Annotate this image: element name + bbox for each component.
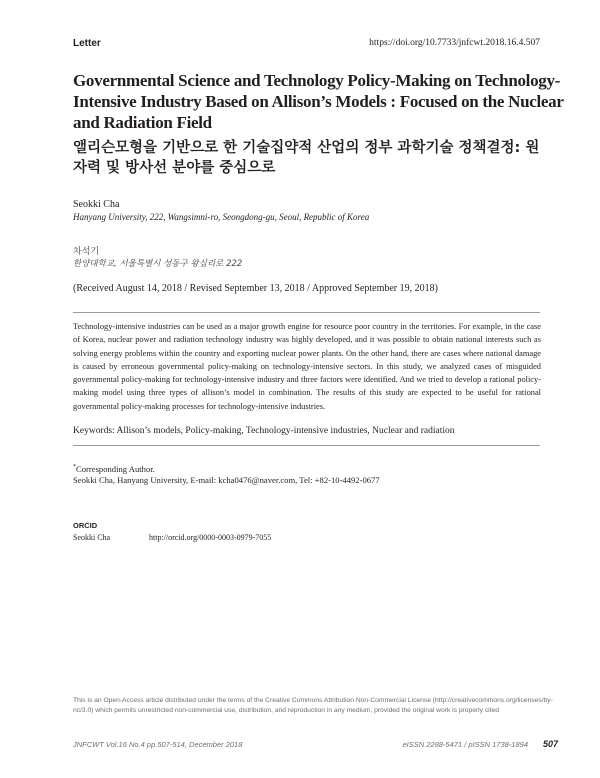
journal-citation: JNFCWT Vol.16 No.4 pp.507-514, December 2018 [73,740,243,749]
author-name-english: Seokki Cha [73,199,120,210]
corresponding-label: Corresponding Author. [76,463,155,474]
title-english: Governmental Science and Technology Policy-Making on Technology-Intensive Industry Based on Allison’s Models : Focused on the Nuclear and Radiation Field [73,71,564,132]
received-dates: (Received August 14, 2018 / Revised September 13, 2018 / Approved September 19, 2018) [73,283,438,294]
abstract-text: Technology-intensive industries can be used as a major growth engine for resource poor country in the territories. For example, in the case of Korea, nuclear power and radiation technology industry was highly developed, and it was possible to obtain national interests such as solving energy problems within the country and exporting nuclear power plants. On the other hand, there are cases where national damage is caused by erroneous governmental policy-making on technology-intensive sectors. In this study, we analyzed cases of misguided governmental policy-making for technology-intensive industry and three factors were identified. And we tried to develop a rational policy-making model using three types of allison’s model in combination. The results of this study are expected to be useful for rational governmental policy-making processes for technology-intensive industries. [73,322,541,411]
orcid-link[interactable]: http://orcid.org/0000-0003-0979-7055 [149,533,272,542]
corresponding-details: Seokki Cha, Hanyang University, E-mail: kcha0476@naver.com, Tel: +82-10-4492-0677 [73,475,380,486]
orcid-author-name: Seokki Cha [73,533,111,542]
doi-link[interactable]: https://doi.org/10.7733/jnfcwt.2018.16.4.507 [369,38,540,48]
title-korean: 앨리슨모형을 기반으로 한 기술집약적 산업의 정부 과학기술 정책결정: 원자력 및 방사선 분야를 중심으로 [73,140,540,176]
license-notice: This is an Open-Access article distributed under the terms of the Creative Commons Attribution Non-Commercial License (http://creativecommons.org/licenses/by-nc/3.0) which permits unrestricted non-commercial use, distribution, and reproduction in any medium, provided the original work is properly cited [73,697,553,714]
page-number: 507 [542,739,558,749]
abstract-top-divider [73,312,540,313]
corresponding-author [73,462,380,487]
page-footer [73,740,558,752]
author-name-korean: 차석기 [73,247,100,257]
corresponding-mark: * [73,464,76,470]
issn-info: eISSN 2288-5471 / pISSN 1738-1894 [402,740,528,749]
author-affiliation-korean: 한양대학교, 서울특별시 성동구 왕십리로 222 [73,259,243,269]
article-type-label: Letter [73,38,101,49]
orcid-heading: ORCID [73,521,98,530]
keywords: Keywords: Allison’s models, Policy-making, Technology-intensive industries, Nuclear and radiation [73,426,455,436]
page-header [73,38,540,52]
author-affiliation-english: Hanyang University, 222, Wangsimni-ro, Seongdong-gu, Seoul, Republic of Korea [73,212,370,222]
abstract-bottom-divider [73,445,540,446]
